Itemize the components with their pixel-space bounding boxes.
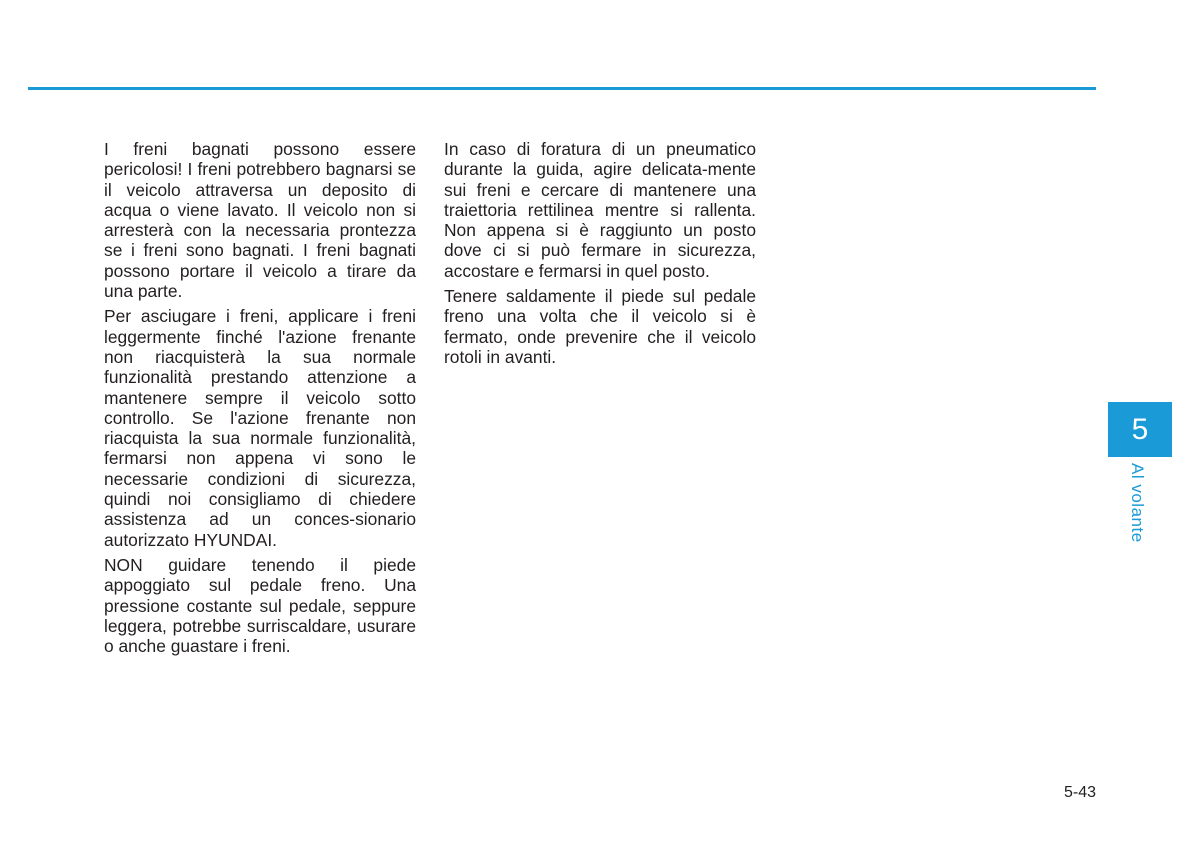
header-rule — [28, 87, 1096, 90]
page-number: 5-43 — [1063, 784, 1096, 801]
left-column — [104, 139, 416, 661]
chapter-number: 5 — [1131, 412, 1149, 446]
right-column — [444, 139, 756, 372]
chapter-number-tab — [1108, 402, 1172, 457]
chapter-title: Al volante — [1128, 463, 1147, 543]
paragraph-hold-pedal: Tenere saldamente il piede sul pedale freno una volta che il veicolo si è fermato, onde prevenire che il veicolo rotoli in avanti. — [444, 286, 756, 367]
paragraph-foot-on-pedal: NON guidare tenendo il piede appoggiato sul pedale freno. Una pressione costante sul pedale, seppure leggera, potrebbe surriscaldare, usurare o anche guastare i freni. — [104, 554, 416, 657]
paragraph-dry-brakes: Per asciugare i freni, applicare i freni leggermente finché l'azione frenante non riacquisterà la sua normale funzionalità prestando attenzione a mantenere sempre il veicolo sotto controllo. Se l'azione frenante non riacquista la sua normale funzionalità, fermarsi non appena vi sono le necessarie condizioni di sicurezza, quindi noi consigliamo di chiedere assistenza ad un conces-sionario autorizzato HYUNDAI. — [104, 306, 416, 550]
paragraph-wet-brakes: I freni bagnati possono essere pericolosi! I freni potrebbero bagnarsi se il veicolo attraversa un deposito di acqua o viene lavato. Il veicolo non si arresterà con la necessaria prontezza se i freni sono bagnati. I freni bagnati possono portare il veicolo a tirare da una parte. — [104, 139, 416, 302]
paragraph-flat-tire: In caso di foratura di un pneumatico durante la guida, agire delicata-mente sui freni e cercare di mantenere una traiettoria rettilinea mentre si rallenta. Non appena si è raggiunto un posto dove ci si può fermare in sicurezza, accostare e fermarsi in quel posto. — [444, 139, 756, 281]
